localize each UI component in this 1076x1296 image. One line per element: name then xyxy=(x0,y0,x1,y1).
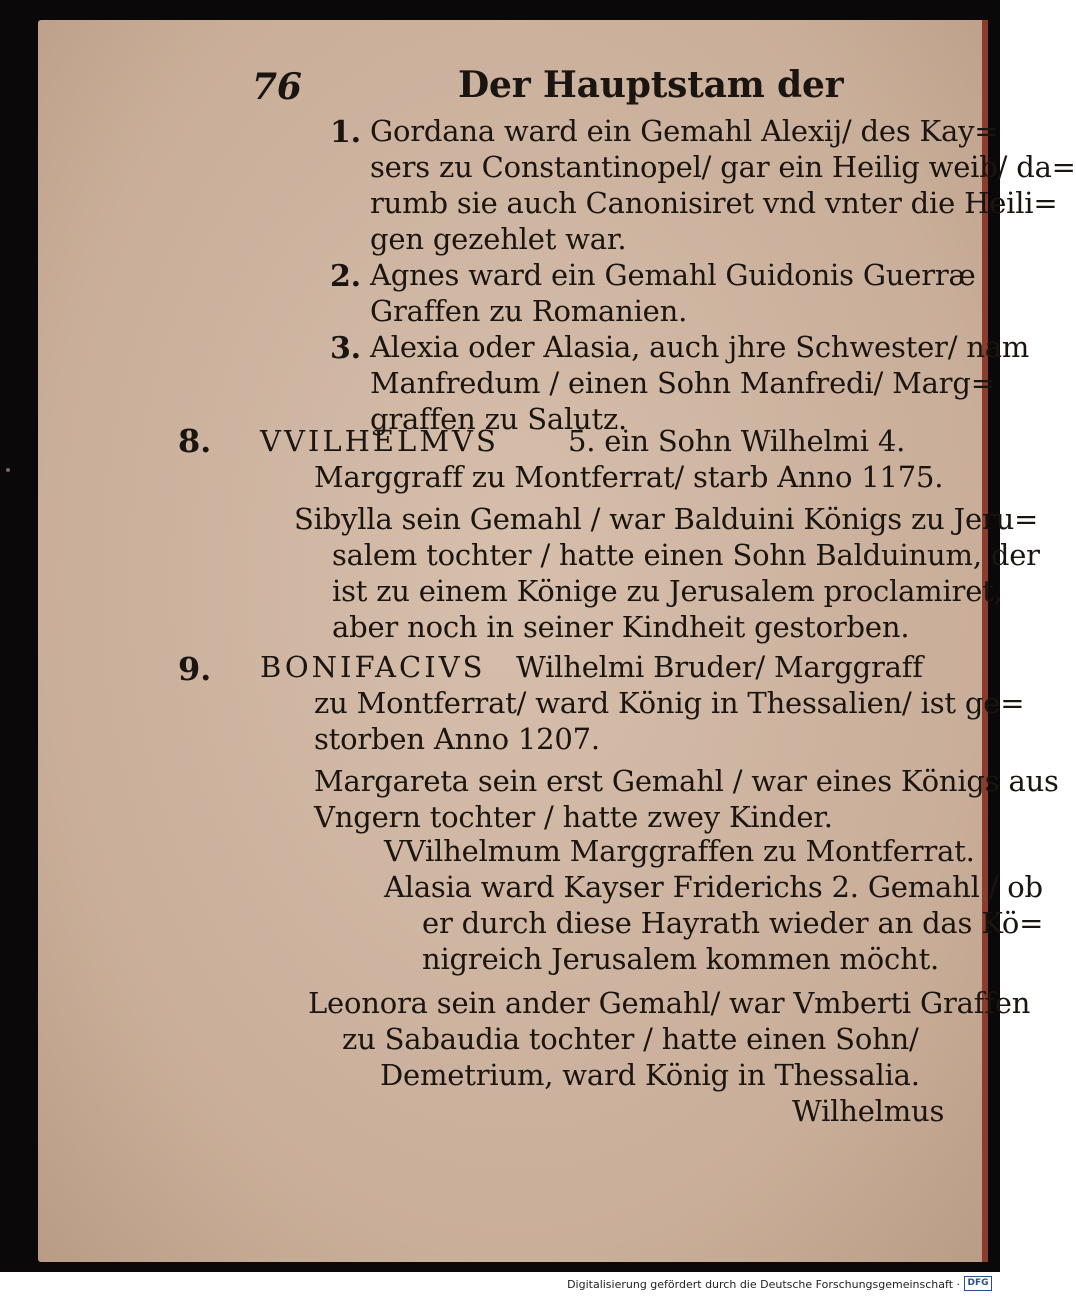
text-line: storben Anno 1207. xyxy=(314,722,600,756)
text-line: Graffen zu Romanien. xyxy=(370,294,688,328)
footer-bar xyxy=(0,1272,1000,1296)
running-head: Der Hauptstam der xyxy=(458,64,844,106)
text-line: nigreich Jerusalem kommen möcht. xyxy=(422,942,940,976)
text-line: zu Montferrat/ ward König in Thessalien/ ist ge= xyxy=(314,686,1025,720)
text-line: 5. ein Sohn Wilhelmi 4. xyxy=(568,424,906,458)
text-line: gen gezehlet war. xyxy=(370,222,627,256)
text-line: Manfredum / einen Sohn Manfredi/ Marg= xyxy=(370,366,995,400)
text-line: Leonora sein ander Gemahl/ war Vmberti Graffen xyxy=(308,986,1031,1020)
catchword: Wilhelmus xyxy=(792,1094,945,1128)
name-heading: VVILHELMVS xyxy=(260,424,499,458)
footer-credit: Digitalisierung gefördert durch die Deutsche Forschungsgemeinschaft · xyxy=(567,1278,960,1291)
generation-number: 8. xyxy=(178,422,212,460)
text-line: Wilhelmi Bruder/ Marggraff xyxy=(516,650,923,684)
text-line: Alasia ward Kayser Friderichs 2. Gemahl / ob xyxy=(384,870,1043,904)
entry-number: 2. xyxy=(330,259,361,294)
text-line: zu Sabaudia tochter / hatte einen Sohn/ xyxy=(342,1022,919,1056)
entry-number: 1. xyxy=(330,115,361,150)
dfg-logo-icon[interactable]: DFG xyxy=(964,1276,992,1291)
name-heading: BONIFACIVS xyxy=(260,650,486,684)
generation-number: 9. xyxy=(178,650,212,688)
text-line: Marggraff zu Montferrat/ starb Anno 1175. xyxy=(314,460,944,494)
text-line: ist zu einem Könige zu Jerusalem proclamiret, xyxy=(332,574,1003,608)
text-line: Alexia oder Alasia, auch jhre Schwester/ nam xyxy=(370,330,1030,364)
text-line: er durch diese Hayrath wieder an das Kö= xyxy=(422,906,1044,940)
text-line: Vngern tochter / hatte zwey Kinder. xyxy=(314,800,833,834)
book-page xyxy=(38,20,1076,1262)
text-line: rumb sie auch Canonisiret vnd vnter die Heili= xyxy=(370,186,1058,220)
text-line: Sibylla sein Gemahl / war Balduini Königs zu Jeru= xyxy=(294,502,1039,536)
text-line: sers zu Constantinopel/ gar ein Heilig weib/ da= xyxy=(370,150,1076,184)
text-line: Demetrium, ward König in Thessalia. xyxy=(380,1058,920,1092)
entry-number: 3. xyxy=(330,331,361,366)
text-line: salem tochter / hatte einen Sohn Balduinum, der xyxy=(332,538,1040,572)
text-line: Gordana ward ein Gemahl Alexij/ des Kay= xyxy=(370,114,999,148)
text-line: graffen zu Salutz. xyxy=(370,402,628,436)
text-line: Margareta sein erst Gemahl / war eines Königs aus xyxy=(314,764,1059,798)
scan-speck xyxy=(6,468,10,472)
page-number: 76 xyxy=(252,66,302,108)
text-line: Agnes ward ein Gemahl Guidonis Guerræ xyxy=(370,258,976,292)
text-line: aber noch in seiner Kindheit gestorben. xyxy=(332,610,910,644)
text-line: VVilhelmum Marggraffen zu Montferrat. xyxy=(384,834,975,868)
